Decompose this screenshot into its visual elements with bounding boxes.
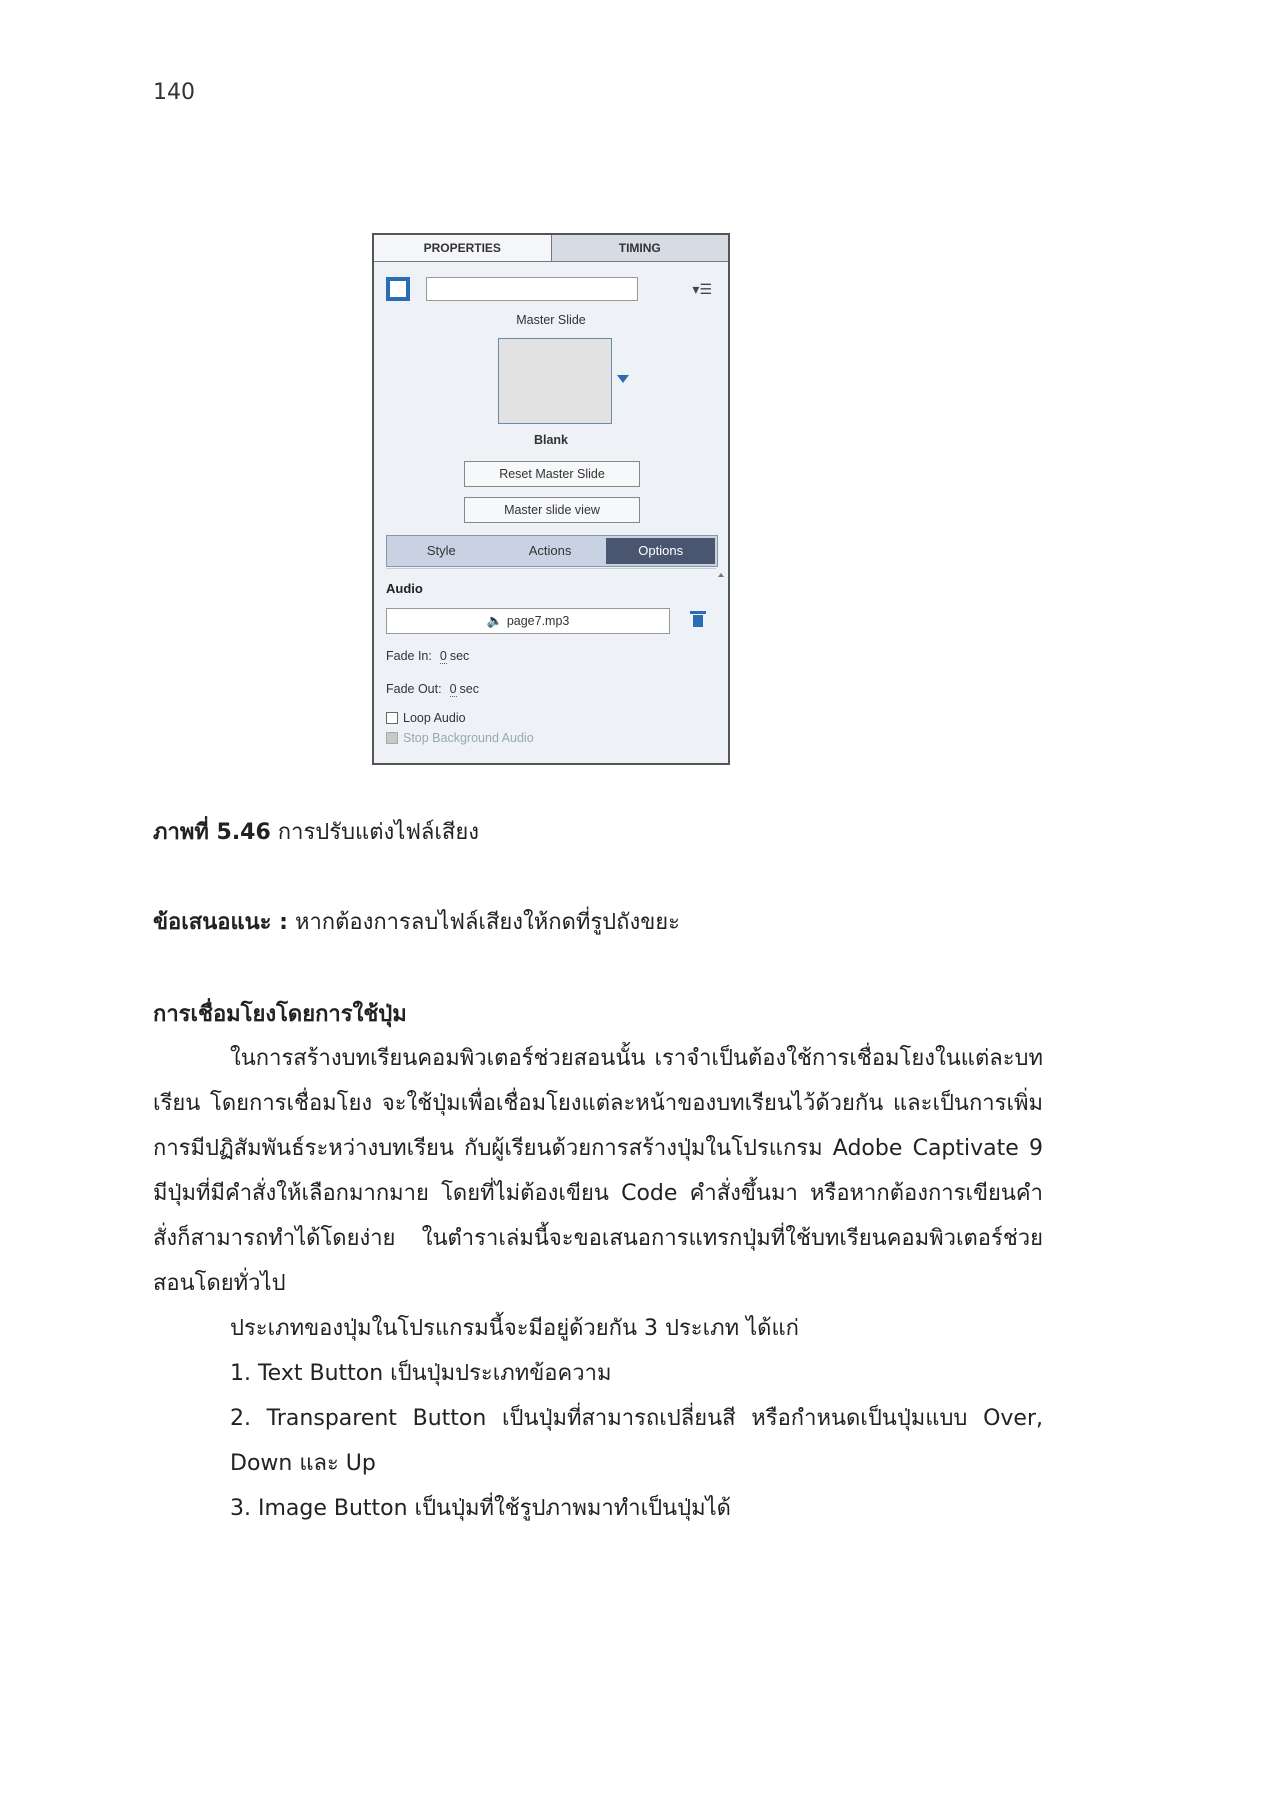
loop-audio-row[interactable]	[386, 711, 466, 725]
fade-out-label: Fade Out:	[386, 682, 442, 696]
thumbnail-label: Blank	[533, 433, 569, 447]
stop-background-audio-row	[386, 731, 534, 745]
panel-menu-icon[interactable]: ▾☰	[692, 281, 712, 297]
sub-tabs	[386, 535, 718, 567]
master-slide-label: Master Slide	[516, 313, 586, 327]
suggestion-text: หากต้องการลบไฟล์เสียงให้กดที่รูปถังขยะ	[287, 910, 680, 935]
audio-heading: Audio	[386, 581, 423, 596]
stop-background-audio-checkbox	[386, 732, 398, 744]
stop-background-audio-label: Stop Background Audio	[403, 731, 534, 745]
section-heading: การเชื่อมโยงโดยการใช้ปุ่ม	[153, 1002, 407, 1027]
fade-out-unit: sec	[459, 682, 479, 696]
fade-in-value[interactable]: 0	[439, 649, 447, 663]
scroll-up-icon[interactable]	[718, 573, 724, 577]
divider	[386, 568, 716, 569]
tab-timing[interactable]: TIMING	[552, 235, 729, 261]
trash-icon[interactable]	[692, 611, 704, 627]
fade-in-label: Fade In:	[386, 649, 432, 663]
master-slide-thumbnail[interactable]	[498, 338, 612, 424]
fade-out-value[interactable]: 0	[449, 682, 457, 696]
speaker-icon: 🔈	[486, 613, 503, 628]
figure-caption	[153, 810, 1043, 855]
fade-in-unit: sec	[449, 649, 470, 663]
chevron-down-icon[interactable]	[617, 375, 629, 383]
subtab-options[interactable]: Options	[606, 538, 715, 564]
suggestion	[153, 900, 1043, 945]
caption-text: การปรับแต่งไฟล์เสียง	[270, 820, 479, 845]
fade-out-row	[386, 682, 479, 696]
loop-audio-checkbox[interactable]	[386, 712, 398, 724]
body-text	[153, 1036, 1043, 1531]
subtab-actions[interactable]: Actions	[528, 543, 572, 558]
audio-file-field[interactable]	[386, 608, 670, 634]
slide-name-input[interactable]	[426, 277, 638, 301]
audio-file-name: page7.mp3	[506, 614, 570, 628]
master-slide-view-button[interactable]: Master slide view	[464, 497, 640, 523]
subtab-style[interactable]: Style	[426, 543, 456, 558]
properties-panel-screenshot	[372, 233, 730, 765]
reset-master-slide-button[interactable]: Reset Master Slide	[464, 461, 640, 487]
paragraph-1: ในการสร้างบทเรียนคอมพิวเตอร์ช่วยสอนนั้น เราจำเป็นต้องใช้การเชื่อมโยงในแต่ละบทเรียน โดยการเชื่อมโยง จะใช้ปุ่มเพื่อเชื่อมโยงแต่ละหน้าของบทเรียนไว้ด้วยกัน และเป็นการเพิ่มการมีปฏิสัมพันธ์ระหว่างบทเรียน กับผู้เรียนด้วยการสร้างปุ่มในโปรแกรม Adobe Captivate 9 มีปุ่มที่มีคำสั่งให้เลือกมากมาย โดยที่ไม่ต้องเขียน Code คำสั่งขึ้นมา หรือหากต้องการเขียนคำสั่งก็สามารถทำได้โดยง่าย ในตำราเล่มนี้จะขอเสนอการแทรกปุ่มที่ใช้บทเรียนคอมพิวเตอร์ช่วยสอนโดยทั่วไป	[153, 1046, 1043, 1296]
paragraph-2: ประเภทของปุ่มในโปรแกรมนี้จะมีอยู่ด้วยกัน 3 ประเภท ได้แก่	[230, 1316, 799, 1341]
name-row	[386, 277, 716, 303]
tab-properties[interactable]: PROPERTIES	[374, 235, 552, 261]
list-item-3: 3. Image Button เป็นปุ่มที่ใช้รูปภาพมาทำเป็นปุ่มได้	[230, 1496, 731, 1521]
suggestion-label: ข้อเสนอแนะ :	[153, 910, 288, 935]
slide-icon	[386, 277, 410, 301]
loop-audio-label: Loop Audio	[403, 711, 466, 725]
caption-label: ภาพที่ 5.46	[153, 820, 271, 845]
list-item-2: 2. Transparent Button เป็นปุ่มที่สามารถเปลี่ยนสี หรือกำหนดเป็นปุ่มแบบ Over, Down และ Up	[230, 1406, 1043, 1476]
list-item-1: 1. Text Button เป็นปุ่มประเภทข้อความ	[230, 1361, 612, 1386]
page-number: 140	[153, 80, 195, 105]
panel-tabs	[374, 235, 728, 262]
fade-in-row	[386, 649, 469, 663]
